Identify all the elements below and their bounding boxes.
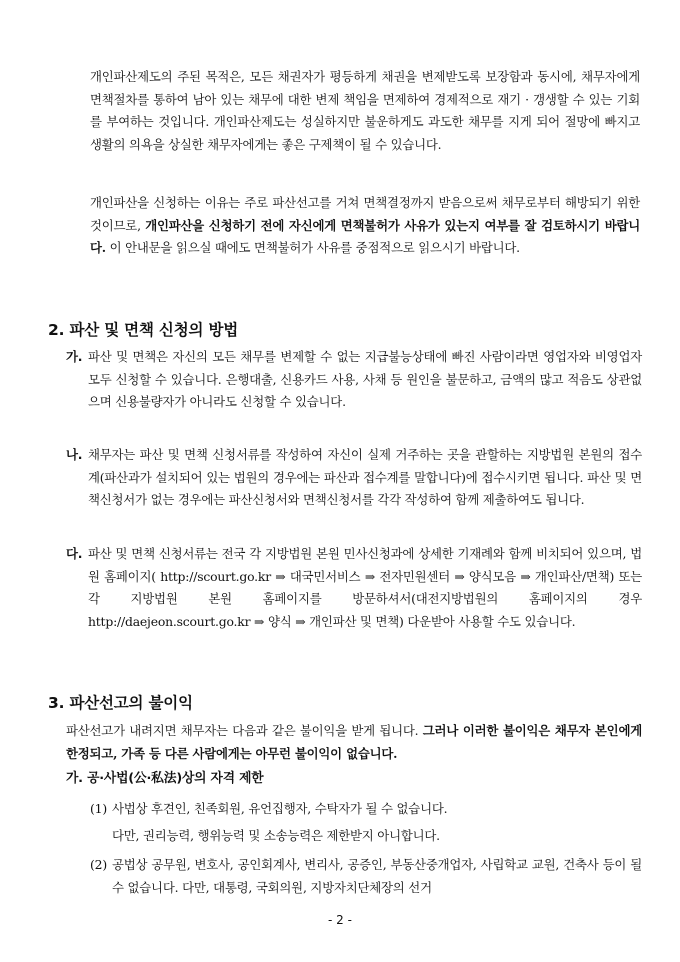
numbered-item-label: (2) [90, 857, 107, 872]
numbered-item-text: 사법상 후견인, 친족회원, 유언집행자, 수탁자가 될 수 없습니다. [112, 801, 448, 816]
item-text: 파산 및 면책은 자신의 모든 채무를 변제할 수 없는 지급불능상태에 빠진 사람이라면 영업자와 비영업자 모두 신청할 수 있습니다. 은행대출, 신용카드 사용, 사채 등 원인을 불문하고, 금액의 많고 적음도 상관없으며 신용불량자가 아니라도 신청할 수 있습니다. [88, 349, 642, 409]
intro-paragraph-2 [90, 192, 640, 260]
numbered-item-1-continuation: 다만, 권리능력, 행위능력 및 소송능력은 제한받지 아니합니다. [112, 828, 440, 843]
intro-paragraph-2-text-a: 개인파산을 신청하는 이유는 주로 파산선고를 거쳐 면책결정까지 받음으로써 채무로부터 해방되기 위한 것이므로, [90, 195, 640, 233]
section-3-intro-text: 파산선고가 내려지면 채무자는 다음과 같은 불이익을 받게 됩니다. [66, 723, 423, 738]
numbered-item-1 [90, 798, 642, 821]
section-3-intro-emphasis: 그러나 이러한 불이익은 채무자 본인에게 한정되고, 가족 등 다른 사람에게는 아무런 불이익이 없습니다. [66, 723, 642, 761]
intro-paragraph-1 [90, 66, 640, 156]
numbered-item-label: (1) [90, 801, 107, 816]
section-3-heading: 3. 파산선고의 불이익 [48, 694, 193, 712]
intro-paragraph-2-text-b: 이 안내문을 읽으실 때에도 면책불허가 사유를 중점적으로 읽으시기 바랍니다. [105, 240, 520, 255]
section-3-intro [66, 720, 642, 765]
item-label: 나. [66, 447, 83, 462]
numbered-item-2 [90, 854, 642, 899]
section-2-item-na [66, 444, 642, 512]
item-label: 가. [66, 349, 83, 364]
section-2-item-ga [66, 346, 642, 414]
intro-paragraph-2-emphasis: 개인파산을 신청하기 전에 자신에게 면책불허가 사유가 있는지 여부를 잘 검토하시기 바랍니다. [90, 217, 640, 255]
page-number: - 2 - [328, 913, 352, 927]
section-2-heading: 2. 파산 및 면책 신청의 방법 [48, 321, 238, 339]
item-label: 다. [66, 546, 83, 561]
item-text: 채무자는 파산 및 면책 신청서류를 작성하여 자신이 실제 거주하는 곳을 관할하는 지방법원 본원의 접수계(파산과가 설치되어 있는 법원의 경우에는 파산과 접수계를 말합니다)에 접수시키면 됩니다. 파산 및 면책신청서가 없는 경우에는 파산신청서와 면책신청서를 각각 작성하여 함께 제출하여도 됩니다. [88, 447, 642, 507]
numbered-item-text: 공법상 공무원, 변호사, 공인회계사, 변리사, 공증인, 부동산중개업자, 사립학교 교원, 건축사 등이 될 수 없습니다. 다만, 대통령, 국회의원, 지방자치단체장의 선거 [112, 857, 642, 895]
item-text: 파산 및 면책 신청서류는 전국 각 지방법원 본원 민사신청과에 상세한 기재례와 함께 비치되어 있으며, 법원 홈페이지( http://scourt.go.kr ⇒ 대국민서비스 ⇒ 전자민원센터 ⇒ 양식모음 ⇒ 개인파산/면책) 또는 각 지방법원 본원 홈페이지를 방문하셔서(대전지방법원의 홈페이지의 경우http://daejeon.scourt.go.kr ⇒ 양식 ⇒ 개인파산 및 면책) 다운받아 사용할 수도 있습니다. [88, 546, 642, 629]
section-2-item-da [66, 543, 642, 633]
intro-paragraph-1-text: 개인파산제도의 주된 목적은, 모든 채권자가 평등하게 채권을 변제받도록 보장함과 동시에, 채무자에게 면책절차를 통하여 남아 있는 채무에 대한 변제 책임을 면제하여 경제적으로 재기 · 갱생할 수 있는 기회를 부여하는 것입니다. 개인파산제도는 성실하지만 불운하게도 과도한 채무를 지게 되어 절망에 빠지고 생활의 의욕을 상실한 채무자에게는 좋은 구제책이 될 수 있습니다. [90, 69, 640, 152]
subsection-heading: 가. 공·사법(公·私法)상의 자격 제한 [66, 771, 264, 786]
